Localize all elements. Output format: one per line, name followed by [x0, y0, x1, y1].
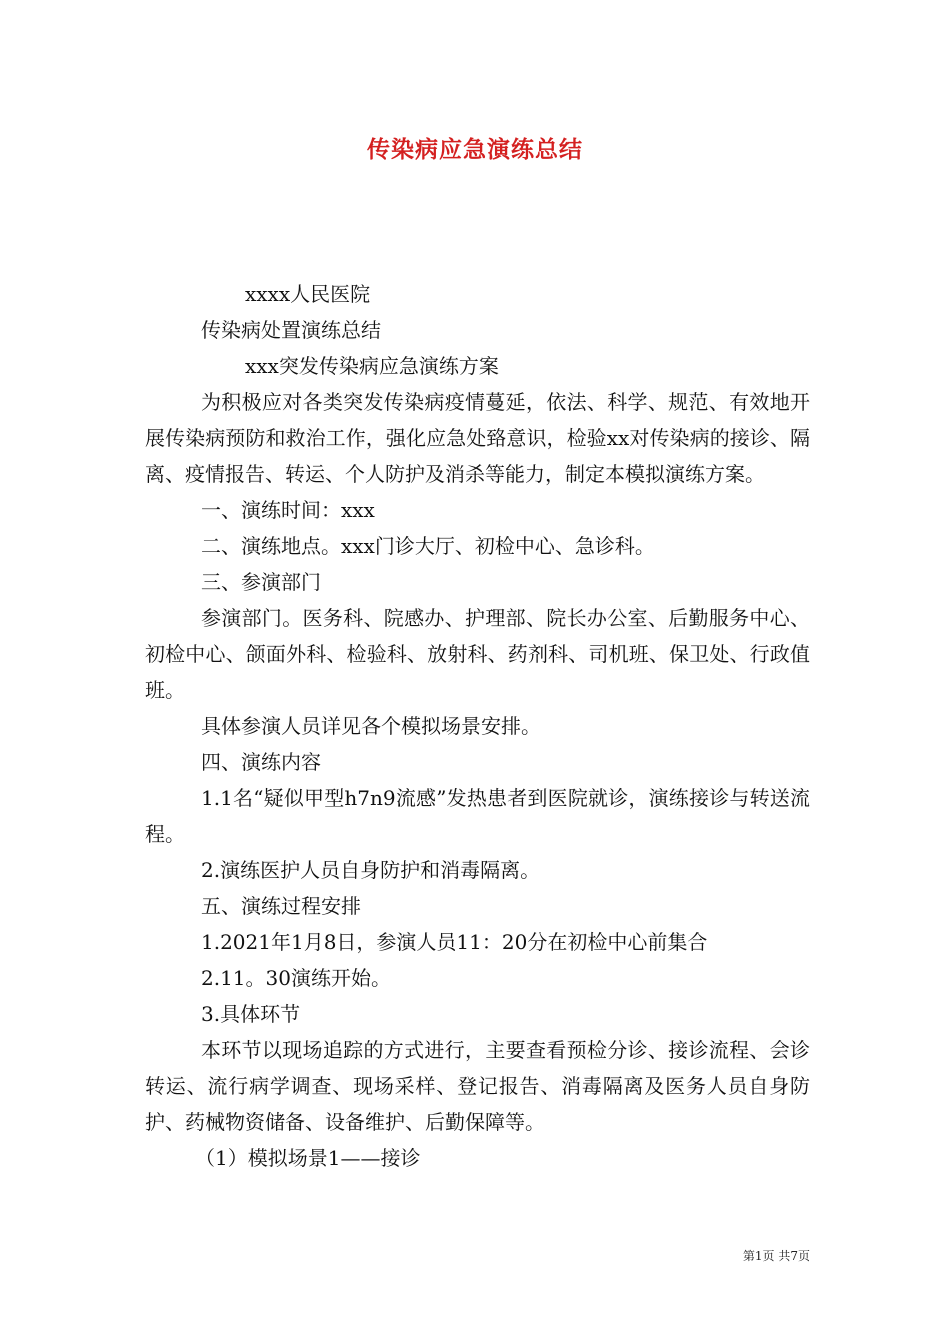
- paragraph-content-2: 2.演练医护人员自身防护和消毒隔离。: [201, 858, 541, 882]
- document-body: [145, 276, 810, 1176]
- paragraph-process-2: 2.11。30演练开始。: [201, 966, 391, 990]
- paragraph-location: 二、演练地点。xxx门诊大厅、初检中心、急诊科。: [201, 534, 655, 558]
- paragraph-content-1: 1.1名“疑似甲型h7n9流感”发热患者到医院就诊，演练接诊与转送流程。: [145, 786, 810, 846]
- paragraph-participants: 具体参演人员详见各个模拟场景安排。: [201, 714, 541, 738]
- paragraph-process-detail: 本环节以现场追踪的方式进行，主要查看预检分诊、接诊流程、会诊转运、流行病学调查、现场采样、登记报告、消毒隔离及医务人员自身防护、药械物资储备、设备维护、后勤保障等。: [145, 1038, 810, 1134]
- paragraph-process-1: 1.2021年1月8日，参演人员11：20分在初检中心前集合: [201, 930, 708, 954]
- paragraph-time: 一、演练时间：xxx: [201, 498, 375, 522]
- paragraph-departments-heading: 三、参演部门: [201, 570, 321, 594]
- paragraph-process-3: 3.具体环节: [201, 1002, 301, 1026]
- paragraph-process-heading: 五、演练过程安排: [201, 894, 361, 918]
- page-number: 第1页 共7页: [742, 1249, 810, 1263]
- paragraph-plan-title: xxx突发传染病应急演练方案: [245, 354, 499, 378]
- paragraph-departments: 参演部门。医务科、院感办、护理部、院长办公室、后勤服务中心、初检中心、颌面外科、检验科、放射科、药剂科、司机班、保卫处、行政值班。: [145, 606, 810, 702]
- paragraph-subtitle: 传染病处置演练总结: [201, 318, 381, 342]
- paragraph-intro: 为积极应对各类突发传染病疫情蔓延，依法、科学、规范、有效地开展传染病预防和救治工作，强化应急处臵意识，检验xx对传染病的接诊、隔离、疫情报告、转运、个人防护及消杀等能力，制定本模拟演练方案。: [145, 390, 810, 486]
- paragraph-content-heading: 四、演练内容: [201, 750, 321, 774]
- paragraph-scene-1: （1）模拟场景1——接诊: [195, 1146, 421, 1170]
- document-title: 传染病应急演练总结: [367, 136, 583, 163]
- paragraph-hospital-name: xxxx人民医院: [245, 282, 371, 306]
